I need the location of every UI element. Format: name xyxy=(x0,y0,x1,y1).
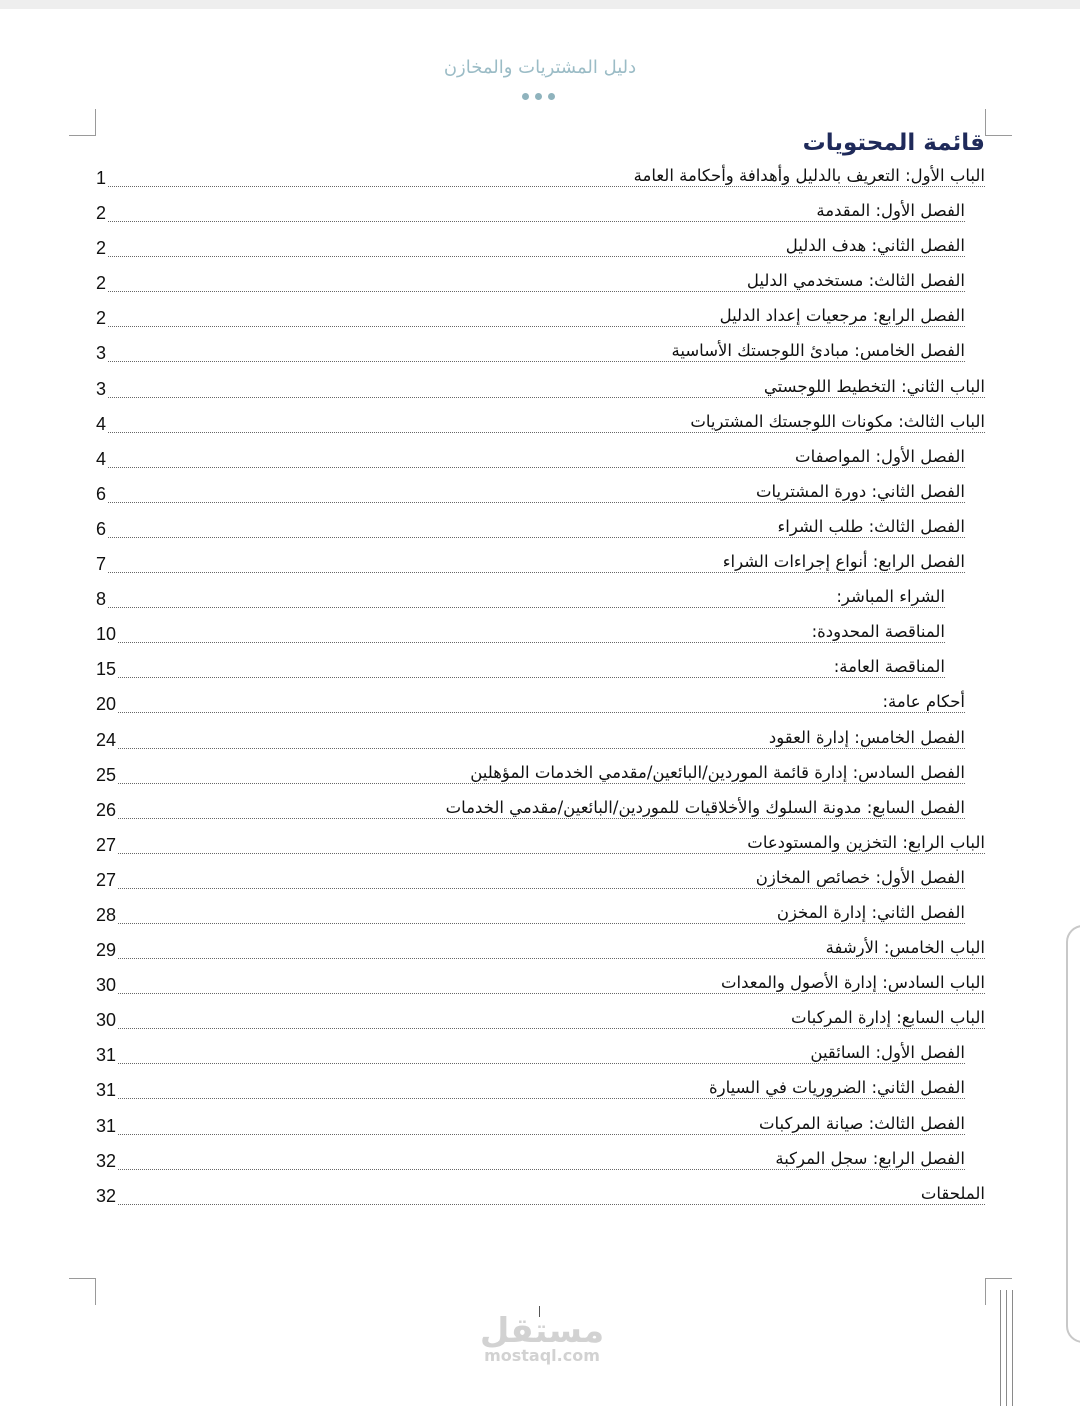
dot-leader xyxy=(108,607,945,608)
toc-entry[interactable] xyxy=(96,479,985,514)
toc-entry[interactable] xyxy=(96,935,985,970)
toc-page-number: 27 xyxy=(96,869,117,890)
toc-entry[interactable] xyxy=(96,1005,985,1040)
toc-entry-label: الفصل الرابع: مرجعيات إعداد الدليل xyxy=(719,306,965,326)
toc-page-number: 4 xyxy=(96,448,107,469)
toc-entry-label: الفصل الخامس: إدارة العقود xyxy=(768,727,965,747)
dot-leader xyxy=(118,783,965,784)
scroll-handle[interactable] xyxy=(1066,925,1080,1343)
toc-page-number: 6 xyxy=(96,518,107,539)
toc-entry-label: الفصل الثاني: هدف الدليل xyxy=(785,236,965,256)
toc-entry-label: الفصل الرابع: سجل المركبة xyxy=(775,1148,965,1168)
crop-mark-top-right xyxy=(985,109,1012,136)
toc-entry[interactable] xyxy=(96,514,985,549)
dot-leader xyxy=(108,361,965,362)
toc-page-number: 20 xyxy=(96,694,117,715)
top-status-strip xyxy=(0,0,1080,9)
toc-page-number: 29 xyxy=(96,940,117,961)
toc-entry-label: الفصل الثاني: إدارة المخزن xyxy=(776,902,965,922)
dot-leader xyxy=(118,923,965,924)
toc-entry[interactable] xyxy=(96,409,985,444)
dot-leader xyxy=(118,642,945,643)
watermark-latin: mostaql.com xyxy=(484,1346,600,1365)
watermark-arabic: مستقل xyxy=(479,1311,605,1351)
toc-entry[interactable] xyxy=(96,374,985,409)
dot-leader xyxy=(118,748,965,749)
toc-page-number: 31 xyxy=(96,1045,117,1066)
toc-entry[interactable] xyxy=(96,198,985,233)
toc-entry-label: المناقصة العامة: xyxy=(833,657,945,677)
page-edge-line xyxy=(1012,1290,1013,1406)
dot-leader xyxy=(108,572,965,573)
toc-entry[interactable] xyxy=(96,584,985,619)
crop-mark-top-left xyxy=(69,109,96,136)
toc-page-number: 3 xyxy=(96,378,107,399)
toc-entry-label: الباب الخامس: الأرشفة xyxy=(825,938,985,958)
table-of-contents xyxy=(96,163,985,1216)
toc-entry[interactable] xyxy=(96,1040,985,1075)
toc-title: قائمة المحتويات xyxy=(802,130,985,156)
toc-page-number: 2 xyxy=(96,238,107,259)
toc-entry-label: الفصل الثاني: الضروريات في السيارة xyxy=(709,1078,965,1098)
toc-page-number: 30 xyxy=(96,1010,117,1031)
toc-entry[interactable] xyxy=(96,338,985,373)
dot-leader xyxy=(118,993,985,994)
dot-leader xyxy=(108,221,965,222)
toc-entry[interactable] xyxy=(96,830,985,865)
toc-page-number: 1 xyxy=(96,168,107,188)
toc-entry[interactable] xyxy=(96,760,985,795)
document-header-title: دليل المشتريات والمخازن xyxy=(443,57,637,78)
toc-entry-label: الفصل الرابع: أنواع إجراءات الشراء xyxy=(722,552,965,572)
dot-leader xyxy=(118,958,985,959)
toc-page-number: 15 xyxy=(96,659,117,680)
dot-leader xyxy=(118,818,965,819)
dot-leader xyxy=(118,677,945,678)
toc-page-number: 30 xyxy=(96,975,117,996)
toc-entry[interactable] xyxy=(96,549,985,584)
toc-entry-label: المناقصة المحدودة: xyxy=(811,622,945,642)
dot-leader xyxy=(118,712,965,713)
toc-entry[interactable] xyxy=(96,303,985,338)
toc-entry[interactable] xyxy=(96,268,985,303)
header-dots-ornament xyxy=(522,93,555,100)
toc-entry-label: الفصل السادس: إدارة قائمة الموردين/البائعين/مقدمي الخدمات المؤهلين xyxy=(470,762,965,782)
toc-page-number: 2 xyxy=(96,273,107,294)
toc-page-number: 31 xyxy=(96,1115,117,1136)
dot-leader xyxy=(108,397,985,398)
toc-entry-label: الفصل السابع: مدونة السلوك والأخلاقيات للموردين/البائعين/مقدمي الخدمات xyxy=(445,797,965,817)
toc-page-number: 24 xyxy=(96,729,117,750)
toc-page-number: 3 xyxy=(96,343,107,364)
toc-entry-label: الفصل الثاني: دورة المشتريات xyxy=(755,481,965,501)
toc-entry-label: الباب السابع: إدارة المركبات xyxy=(791,1008,985,1028)
toc-page-number: 25 xyxy=(96,764,117,785)
toc-entry-label: الفصل الخامس: مبادئ اللوجستك الأساسية xyxy=(671,341,965,361)
toc-entry-label: أحكام عامة: xyxy=(882,692,965,712)
toc-page-number: 7 xyxy=(96,554,107,575)
toc-entry[interactable] xyxy=(96,865,985,900)
toc-entry[interactable] xyxy=(96,900,985,935)
toc-entry[interactable] xyxy=(96,795,985,830)
dot-leader xyxy=(108,537,965,538)
dot-leader xyxy=(118,1098,965,1099)
toc-entry[interactable] xyxy=(96,1181,985,1216)
toc-entry-label: الفصل الأول: السائقين xyxy=(810,1043,965,1063)
dot-leader xyxy=(118,1169,965,1170)
dot-leader xyxy=(118,1028,985,1029)
toc-page-number: 32 xyxy=(96,1185,117,1206)
toc-entry-label: الفصل الأول: المواصفات xyxy=(795,446,965,466)
dot-leader xyxy=(108,502,965,503)
toc-page-number: 6 xyxy=(96,483,107,504)
page-edge-line xyxy=(1000,1290,1001,1406)
toc-page-number: 4 xyxy=(96,413,107,434)
toc-entry-label: الباب السادس: إدارة الأصول والمعدات xyxy=(720,973,985,993)
toc-entry[interactable] xyxy=(96,163,985,198)
toc-entry-label: الملحقات xyxy=(920,1183,985,1203)
toc-entry[interactable] xyxy=(96,1146,985,1181)
dot-leader xyxy=(108,467,965,468)
toc-entry[interactable] xyxy=(96,725,985,760)
toc-entry-label: الباب الثاني: التخطيط اللوجستي xyxy=(763,376,985,396)
dot-leader xyxy=(118,888,965,889)
toc-entry[interactable] xyxy=(96,444,985,479)
toc-entry-label: الفصل الثالث: صيانة المركبات xyxy=(758,1113,965,1133)
toc-entry[interactable] xyxy=(96,233,985,268)
toc-entry-label: الباب الرابع: التخزين والمستودعات xyxy=(747,832,985,852)
toc-page-number: 10 xyxy=(96,624,117,645)
crop-mark-bottom-right xyxy=(985,1278,1012,1305)
toc-page-number: 32 xyxy=(96,1150,117,1171)
dot-leader xyxy=(118,1204,985,1205)
dot-leader xyxy=(108,291,965,292)
toc-page-number: 2 xyxy=(96,308,107,329)
toc-page-number: 2 xyxy=(96,203,107,224)
dot-leader xyxy=(108,256,965,257)
dot-leader xyxy=(118,1134,965,1135)
toc-entry-label: الباب الأول: التعريف بالدليل وأهدافة وأحكامة العامة xyxy=(633,166,985,185)
page-edge-line xyxy=(1006,1290,1007,1406)
toc-entry[interactable] xyxy=(96,689,985,724)
toc-entry[interactable] xyxy=(96,619,985,654)
toc-entry-label: الفصل الأول: خصائص المخازن xyxy=(755,867,965,887)
toc-entry[interactable] xyxy=(96,654,985,689)
dot-leader xyxy=(108,326,965,327)
toc-entry[interactable] xyxy=(96,970,985,1005)
toc-page-number: 31 xyxy=(96,1080,117,1101)
toc-page-number: 28 xyxy=(96,904,117,925)
watermark-logo xyxy=(472,1312,612,1364)
toc-entry-label: الفصل الأول: المقدمة xyxy=(816,201,965,221)
toc-page-number: 26 xyxy=(96,799,117,820)
toc-page-number: 8 xyxy=(96,589,107,610)
toc-entry[interactable] xyxy=(96,1075,985,1110)
dot-leader xyxy=(118,1063,965,1064)
toc-entry[interactable] xyxy=(96,1111,985,1146)
toc-page-number: 27 xyxy=(96,834,117,855)
dot-leader xyxy=(108,186,985,187)
toc-entry-label: الفصل الثالث: مستخدمي الدليل xyxy=(746,271,965,291)
crop-mark-bottom-left xyxy=(69,1278,96,1305)
toc-entry-label: الفصل الثالث: طلب الشراء xyxy=(777,516,965,536)
dot-leader xyxy=(118,853,985,854)
toc-entry-label: الشراء المباشر: xyxy=(836,587,945,607)
toc-entry-label: الباب الثالث: مكونات اللوجستك المشتريات xyxy=(690,411,985,431)
dot-leader xyxy=(108,432,985,433)
